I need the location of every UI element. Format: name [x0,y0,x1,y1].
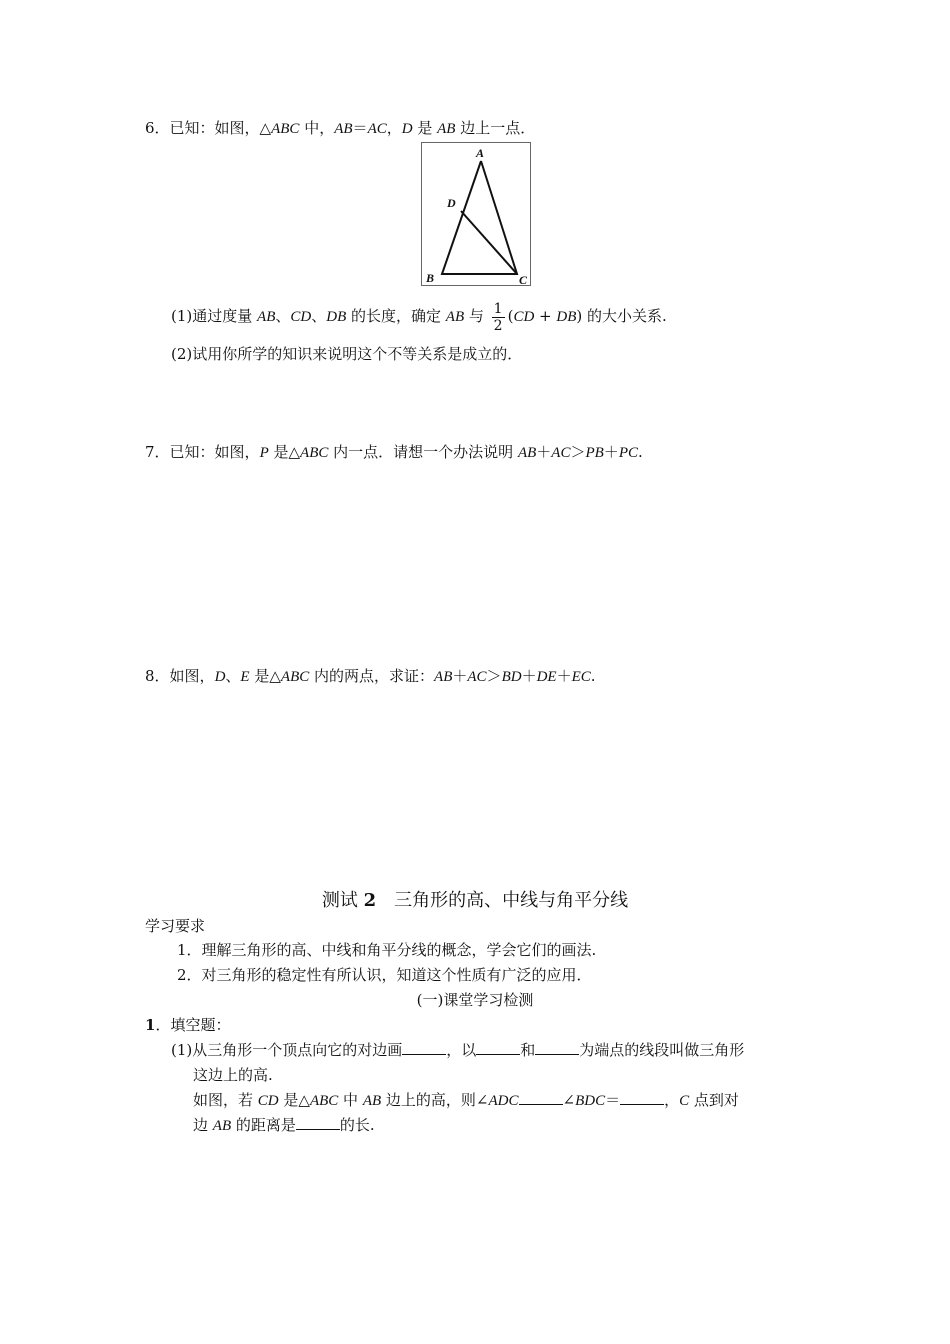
vertex-label-a: A [476,146,485,160]
fill-item-1: (1)从三角形一个顶点向它的对边画 ，以 和 为端点的线段叫做三角形 [171,1041,745,1059]
blank[interactable] [519,1090,563,1105]
q6-part1: (1)通过度量 AB、CD、DB 的长度，确定 AB 与 $\frac{1}{2}$ (CD + DB) 的大小关系. [171,300,667,334]
fill-item-1-cont: 这边上的高. [193,1066,273,1084]
blank[interactable] [296,1115,340,1130]
q7-statement: 7．已知：如图，P 是△ABC 内一点．请想一个办法说明 AB＋AC＞PB＋PC. [145,443,643,461]
requirement-1: 1．理解三角形的高、中线和角平分线的概念，学会它们的画法. [177,941,597,959]
triangle-diagram [422,143,530,285]
requirement-2: 2．对三角形的稳定性有所认识，知道这个性质有广泛的应用． [177,966,592,984]
q8-statement: 8．如图，D、E 是△ABC 内的两点，求证：AB＋AC＞BD＋DE＋EC. [145,667,596,685]
fill-item-2: 如图，若 CD 是△ABC 中 AB 边上的高，则∠ADC ∠BDC＝ ，C 点到对 [193,1091,739,1109]
blank[interactable] [402,1040,446,1055]
vertex-label-b: B [426,271,435,285]
blank[interactable] [476,1040,520,1055]
fraction-one-half: $\frac{1}{2}$ [493,300,503,334]
blank[interactable] [535,1040,579,1055]
segment-dc [461,211,517,274]
fill-item-2-cont: 边 AB 的距离是 的长. [193,1116,375,1134]
blank[interactable] [620,1090,664,1105]
learning-requirements-heading: 学习要求 [145,917,206,935]
section-title: 测试 2 三角形的高、中线与角平分线 [321,890,629,911]
q6-statement: 6．已知：如图，△ABC 中，AB＝AC，D 是 AB 边上一点． [145,119,536,137]
vertex-label-c: C [519,273,528,285]
fill-in-heading: 1．填空题： [145,1016,231,1034]
q6-part2: (2)试用你所学的知识来说明这个不等关系是成立的． [171,345,523,363]
subsection-heading: (一)课堂学习检测 [416,991,534,1009]
triangle-abc [442,161,517,274]
point-label-d: D [447,196,456,210]
triangle-figure [421,142,531,286]
